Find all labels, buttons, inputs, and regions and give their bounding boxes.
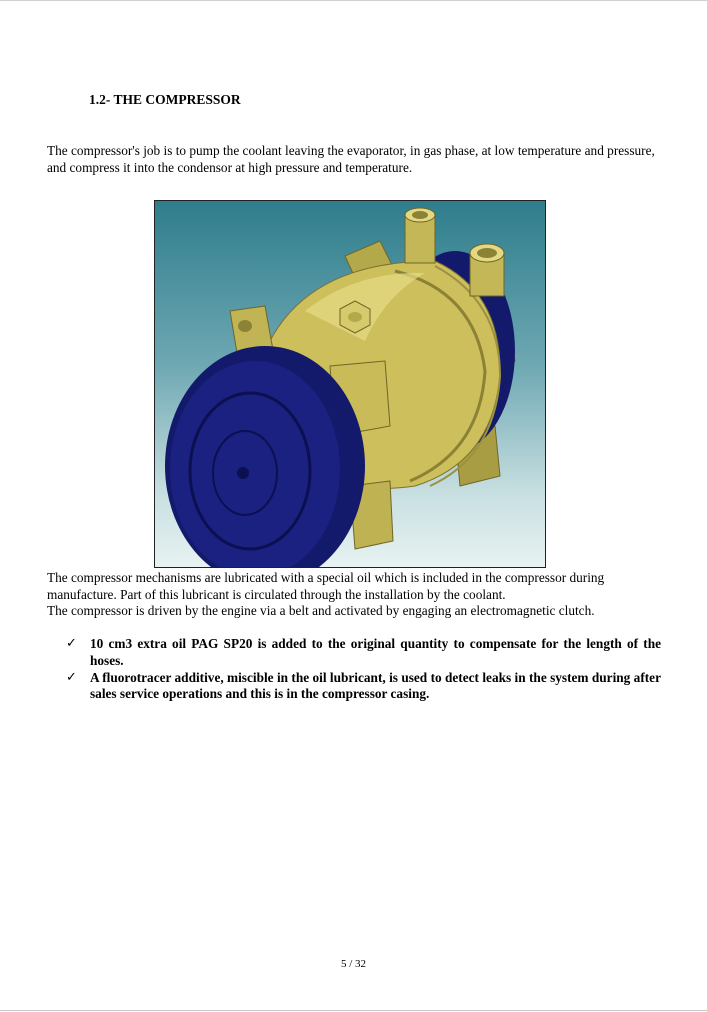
lubrication-line-2: The compressor is driven by the engine via a belt and activated by engaging an electromagnetic clutch. (47, 603, 595, 618)
compressor-figure (154, 200, 546, 568)
lubrication-line-1: The compressor mechanisms are lubricated with a special oil which is included in the compressor during manufacture. Part of this lubricant is circulated through the installation by the coolant. (47, 570, 605, 602)
bullet-text: A fluorotracer additive, miscible in the oil lubricant, is used to detect leaks in the system during after sales service operations and this is in the compressor casing. (90, 669, 661, 702)
bullet-text: 10 cm3 extra oil PAG SP20 is added to the original quantity to compensate for the length of the hoses. (90, 636, 661, 668)
list-item (66, 636, 661, 670)
checkmark-icon: ✓ (66, 636, 77, 651)
bottom-rule (0, 1010, 707, 1011)
section-title: 1.2- THE COMPRESSOR (89, 92, 241, 107)
compressor-illustration (155, 201, 545, 567)
lubrication-paragraph (47, 570, 661, 620)
page-number: 5 / 32 (340, 958, 367, 970)
checkmark-icon: ✓ (66, 669, 77, 685)
notes-list (66, 636, 661, 703)
list-item (66, 670, 661, 704)
intro-paragraph: The compressor's job is to pump the coolant leaving the evaporator, in gas phase, at low temperature and pressure, and compress it into the condensor at high pressure and temperature. (47, 143, 655, 175)
top-rule (0, 0, 707, 1)
